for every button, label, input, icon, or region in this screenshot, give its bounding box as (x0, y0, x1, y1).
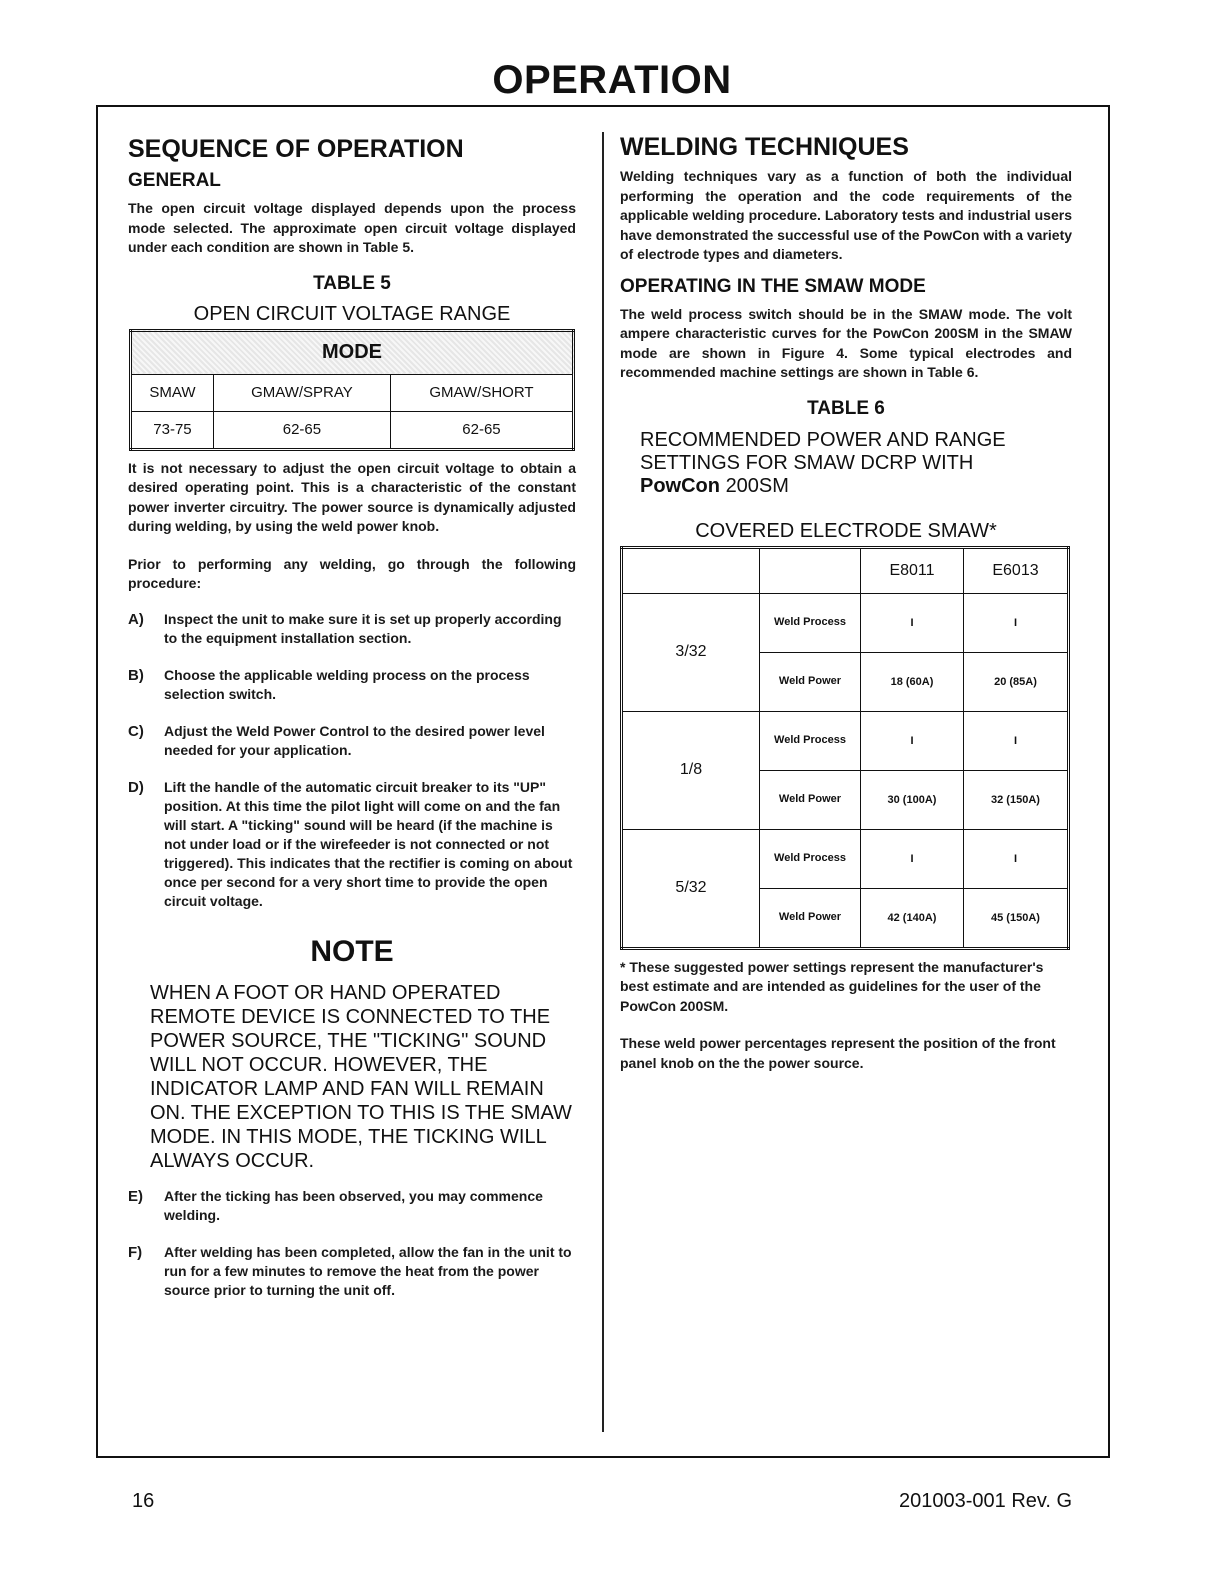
table6-caption: TABLE 6 (807, 397, 885, 419)
list-item: E) After the ticking has been observed, you may commence welding. (128, 1187, 543, 1223)
row-label-power: Weld Power (760, 888, 861, 948)
table6-value-cell: I (861, 711, 964, 770)
table5-header-cell: SMAW (131, 374, 214, 411)
procedure-steps-continued (128, 1187, 576, 1300)
electrode-size-cell: 1/8 (622, 711, 760, 829)
document-number: 201003-001 Rev. G (899, 1490, 1073, 1512)
table5-mode-header: MODE (131, 330, 574, 374)
table6-value-cell: 32 (150A) (963, 770, 1068, 829)
table6-value-cell: I (861, 593, 964, 652)
table6-value-cell: I (963, 829, 1068, 888)
electrode-size-cell: 5/32 (622, 829, 760, 948)
table6-value-cell: I (963, 593, 1068, 652)
table-row (622, 829, 1069, 888)
table5-title: OPEN CIRCUIT VOLTAGE RANGE (193, 302, 511, 325)
list-item: A) Inspect the unit to make sure it is set up properly according to the equipment installation section. (128, 610, 562, 646)
table6-value-cell: 18 (60A) (861, 652, 964, 711)
table6-value-cell: 30 (100A) (861, 770, 964, 829)
table-row (622, 593, 1069, 652)
table6-value-cell: I (963, 711, 1068, 770)
sequence-of-operation-heading: SEQUENCE OF OPERATION (128, 135, 464, 163)
table6-footnote: * These suggested power settings represent the manufacturer's best estimate and are intended as guidelines for the user of the PowCon 200SM. (620, 958, 1044, 1014)
table-row (622, 711, 1069, 770)
page-title: OPERATION (492, 58, 732, 102)
page-number: 16 (132, 1490, 155, 1512)
prior-paragraph: Prior to performing any welding, go through the following procedure: (128, 555, 576, 591)
table6-value-cell: 20 (85A) (963, 652, 1068, 711)
after-table5-paragraph: It is not necessary to adjust the open circuit voltage to obtain a desired operating point. This is a characteristic of the constant power inverter circuitry. The power source is dynamically adjusted during welding, by using the weld power knob. (128, 459, 576, 534)
list-item: F) After welding has been completed, allow the fan in the unit to run for a few minutes to remove the heat from the power source prior to turning the unit off. (128, 1243, 572, 1298)
note-text: WHEN A FOOT OR HAND OPERATED REMOTE DEVICE IS CONNECTED TO THE POWER SOURCE, THE "TICKING" SOUND WILL NOT OCCUR. HOWEVER, THE INDICATOR LAMP AND FAN WILL REMAIN ON. THE EXCEPTION TO THIS IS THE SMAW MODE. IN THIS MODE, THE TICKING WILL ALWAYS OCCUR. (150, 981, 572, 1172)
welding-techniques-heading: WELDING TECHNIQUES (620, 133, 909, 161)
general-paragraph: The open circuit voltage displayed depends upon the process mode selected. The approximate open circuit voltage displayed under each condition are shown in Table 5. (128, 200, 576, 255)
list-item: D) Lift the handle of the automatic circuit breaker to its "UP" position. At this time the pilot light will come on and the fan will start. A "ticking" sound will be heard (if the machine is not under load or if the wirefeeder is not connected or not triggered). This indicates that the rectifier is coming on about once per second for a very short time to provide the open circuit voltage. (128, 778, 573, 909)
list-item: C) Adjust the Weld Power Control to the desired power level needed for your application. (128, 722, 545, 758)
table5-value-cell: 62-65 (390, 411, 573, 449)
smaw-mode-heading: OPERATING IN THE SMAW MODE (620, 275, 926, 297)
table6-value-cell: I (861, 829, 964, 888)
left-column (128, 133, 576, 1318)
general-heading: GENERAL (128, 170, 221, 191)
table6-title: RECOMMENDED POWER AND RANGE SETTINGS FOR SMAW DCRP WITH PowCon 200SM (640, 428, 1006, 497)
brand-name: PowCon (923, 226, 980, 243)
table5 (129, 329, 575, 451)
table6-value-cell: 45 (150A) (963, 888, 1068, 948)
row-label-process: Weld Process (760, 829, 861, 888)
row-label-power: Weld Power (760, 770, 861, 829)
weld-power-note: These weld power percentages represent the position of the front panel knob on the the power source. (620, 1035, 1056, 1071)
table5-value-cell: 62-65 (213, 411, 390, 449)
table6-subtitle: COVERED ELECTRODE SMAW* (695, 519, 997, 542)
list-item: B) Choose the applicable welding process on the process selection switch. (128, 666, 530, 702)
row-label-process: Weld Process (760, 593, 861, 652)
table5-header-cell: GMAW/SHORT (390, 374, 573, 411)
procedure-steps (128, 610, 576, 911)
right-column (620, 131, 1072, 1073)
electrode-size-cell: 3/32 (622, 593, 760, 711)
row-label-power: Weld Power (760, 652, 861, 711)
table6-value-cell: 42 (140A) (861, 888, 964, 948)
table6 (620, 546, 1070, 950)
table6-header-cell: E6013 (963, 547, 1068, 593)
column-divider (602, 132, 604, 1432)
row-label-process: Weld Process (760, 711, 861, 770)
table5-header-cell: GMAW/SPRAY (213, 374, 390, 411)
table5-caption: TABLE 5 (313, 272, 391, 294)
table6-header-cell: E8011 (861, 547, 964, 593)
note-heading: NOTE (310, 934, 394, 968)
table5-value-cell: 73-75 (131, 411, 214, 449)
brand-name: PowCon (872, 325, 929, 341)
smaw-mode-paragraph: The weld process switch should be in the SMAW mode. The volt ampere characteristic curves for the PowCon 200SM in the SMAW mode are shown in Figure 4. Some typical electrodes and recommended machine settings are shown in Table 6. (620, 305, 1073, 380)
welding-techniques-paragraph: Welding techniques vary as a function of both the individual performing the operation and the code requirements of the applicable welding procedure. Laboratory tests and industrial users have demonstrated the successful use of the PowCon with a variety of electrode types and diameters. (620, 168, 1073, 262)
